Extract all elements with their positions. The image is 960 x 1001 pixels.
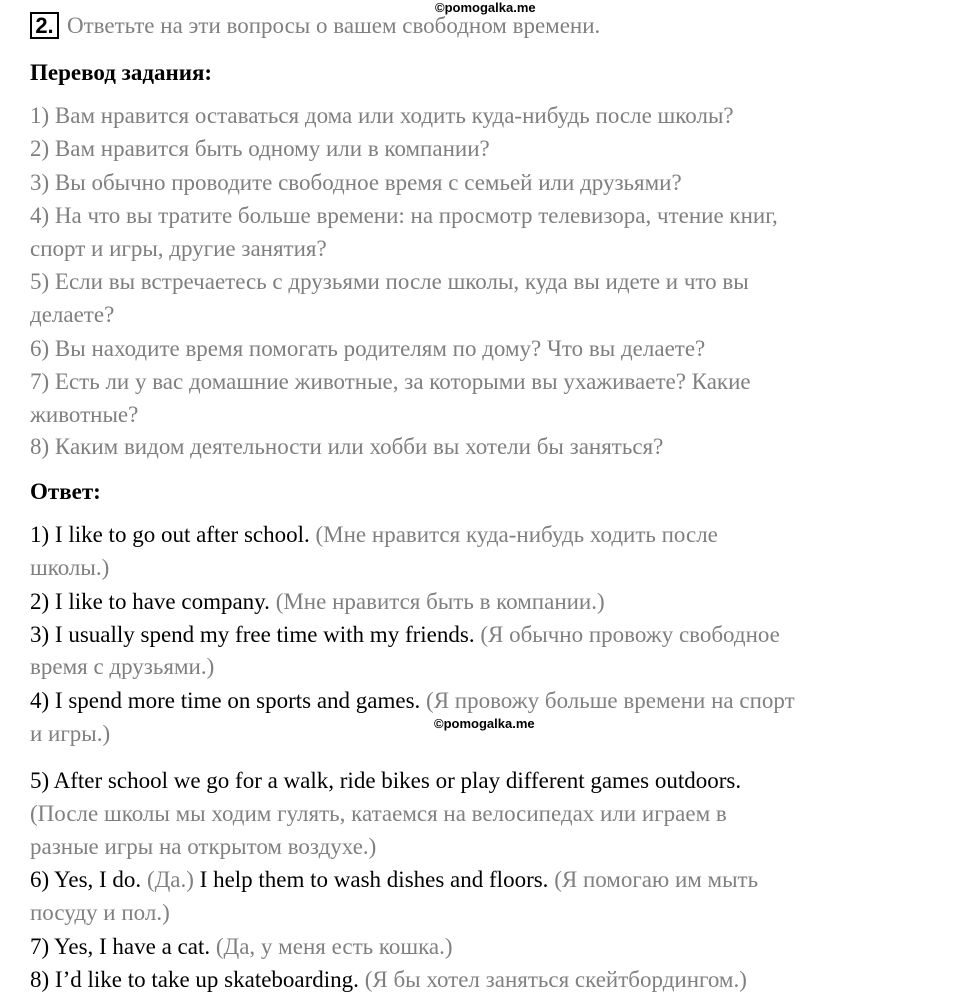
answer-line	[30, 931, 453, 963]
answer-russian-translation: время с друзьями.)	[30, 654, 215, 679]
answer-heading: Ответ:	[30, 479, 101, 504]
answer-line	[30, 765, 741, 797]
answer-russian-translation: школы.)	[30, 555, 110, 580]
answer-russian-translation: (Мне нравится куда-нибудь ходить после	[315, 522, 718, 547]
translation-line: 2) Вам нравится быть одному или в компании?	[30, 136, 490, 161]
answer-line	[30, 964, 747, 996]
answer-english-text: 7) Yes, I have a cat.	[30, 934, 216, 959]
answer-line	[30, 718, 110, 750]
task-number: 2.	[30, 12, 59, 39]
translation-line: 6) Вы находите время помогать родителям по дому? Что вы делаете?	[30, 336, 706, 361]
task-text: Ответьте на эти вопросы о вашем свободном времени.	[67, 13, 601, 38]
answer-russian-translation: (Мне нравится быть в компании.)	[275, 589, 605, 614]
answer-line	[30, 619, 780, 651]
watermark-top: ©pomogalka.me	[435, 0, 536, 15]
answer-line	[30, 685, 795, 717]
answer-line	[30, 831, 376, 863]
answer-russian-translation: (Я помогаю им мыть	[554, 867, 759, 892]
answer-english-text: 6) Yes, I do.	[30, 867, 147, 892]
translation-line: 3) Вы обычно проводите свободное время с семьей или друзьями?	[30, 170, 682, 195]
answer-russian-translation: (Я провожу больше времени на спорт	[426, 688, 795, 713]
translation-line: 7) Есть ли у вас домашние животные, за которыми вы ухаживаете? Какие	[30, 369, 751, 394]
answer-line	[30, 798, 727, 830]
answer-english-text: I help them to wash dishes and floors.	[199, 867, 555, 892]
translation-line: делаете?	[30, 302, 115, 327]
answer-russian-translation: (После школы мы ходим гулять, катаемся на велосипедах или играем в	[30, 801, 727, 826]
answer-russian-translation: (Да.)	[146, 867, 200, 892]
answer-english-text: 5) After school we go for a walk, ride bikes or play different games outdoors.	[30, 768, 742, 793]
answer-english-text: 3) I usually spend my free time with my friends.	[30, 622, 481, 647]
answer-english-text: 8) I’d like to take up skateboarding.	[30, 967, 365, 992]
translation-line: 1) Вам нравится оставаться дома или ходить куда-нибудь после школы?	[30, 103, 734, 128]
answer-line	[30, 586, 605, 618]
answer-russian-translation: и игры.)	[30, 721, 111, 746]
translation-line: животные?	[30, 402, 139, 427]
answer-russian-translation: (Да, у меня есть кошка.)	[215, 934, 453, 959]
watermark-middle: ©pomogalka.me	[434, 716, 535, 731]
translation-line: 5) Если вы встречаетесь с друзьями после школы, куда вы идете и что вы	[30, 269, 749, 294]
translation-line: 8) Каким видом деятельности или хобби вы хотели бы заняться?	[30, 434, 664, 459]
answer-line	[30, 651, 214, 683]
answer-russian-translation: посуду и пол.)	[30, 900, 170, 925]
answer-russian-translation: (Я бы хотел заняться скейтбордингом.)	[364, 967, 747, 992]
answer-russian-translation: (Я обычно провожу свободное	[480, 622, 780, 647]
answer-line	[30, 552, 109, 584]
answer-line	[30, 519, 718, 551]
translation-heading: Перевод задания:	[30, 60, 213, 85]
answer-english-text: 2) I like to have company.	[30, 589, 276, 614]
answer-line	[30, 897, 170, 929]
translation-line: спорт и игры, другие занятия?	[30, 236, 327, 261]
answer-line	[30, 864, 758, 896]
answer-russian-translation: разные игры на открытом воздухе.)	[30, 834, 377, 859]
answer-english-text: 4) I spend more time on sports and games.	[30, 688, 427, 713]
answer-english-text: 1) I like to go out after school.	[30, 522, 316, 547]
translation-line: 4) На что вы тратите больше времени: на просмотр телевизора, чтение книг,	[30, 203, 778, 228]
